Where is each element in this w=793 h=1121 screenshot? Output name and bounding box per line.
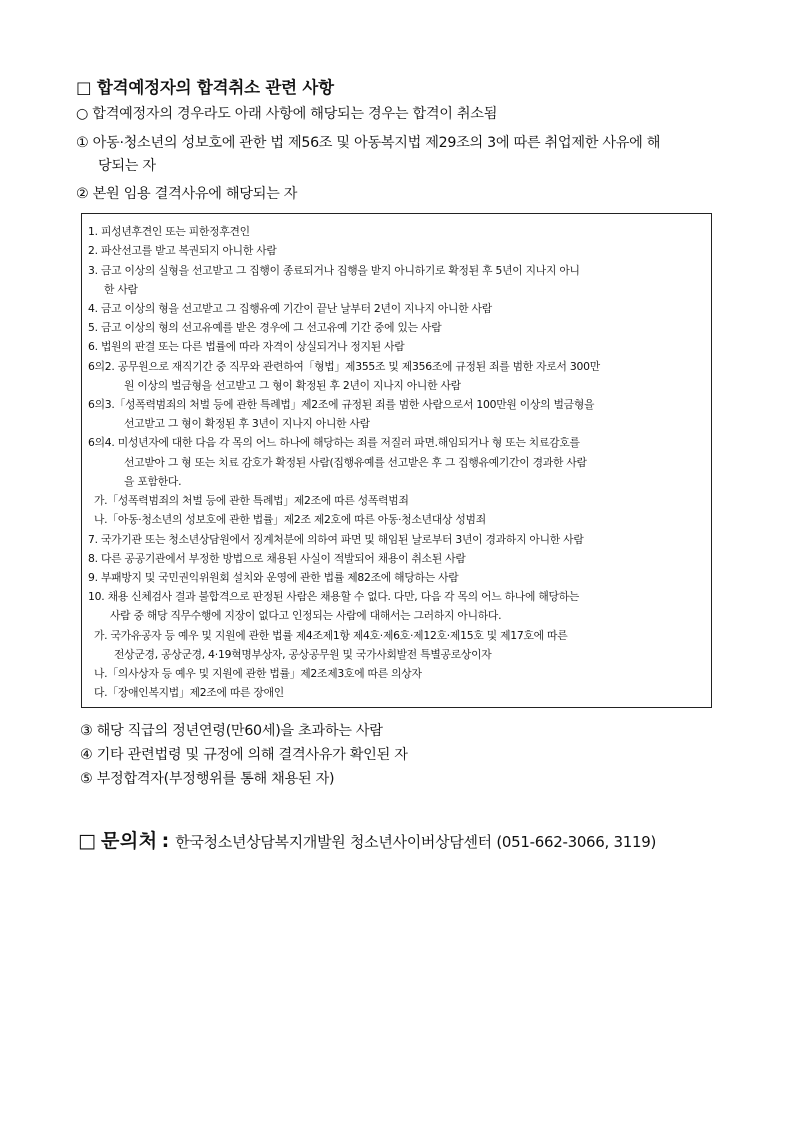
box-line: 2. 파산선고를 받고 복권되지 아니한 사람 bbox=[88, 244, 277, 257]
box-line: 선고받고 그 형이 확정된 후 3년이 지나지 아니한 사람 bbox=[124, 417, 370, 430]
box-line: 선고받아 그 형 또는 치료 감호가 확정된 사람(집행유예를 선고받은 후 그 집행유예기간이 경과한 사람 bbox=[124, 456, 587, 469]
item-1-line-1: ① 아동·청소년의 성보호에 관한 법 제56조 및 아동복지법 제29조의 3에 따른 취업제한 사유에 해 bbox=[76, 135, 661, 151]
section-heading: □ 합격예정자의 합격취소 관련 사항 bbox=[76, 78, 334, 97]
item-5-text: ⑤ 부정합격자(부정행위를 통해 채용된 자) bbox=[80, 771, 335, 787]
box-line: 1. 피성년후견인 또는 피한정후견인 bbox=[88, 225, 250, 238]
item-3-text: ③ 해당 직급의 정년연령(만60세)을 초과하는 사람 bbox=[80, 723, 383, 739]
disqualification-box bbox=[81, 213, 712, 708]
box-line: 전상군경, 공상군경, 4·19혁명부상자, 공상공무원 및 국가사회발전 특별공로상이자 bbox=[114, 648, 492, 661]
box-line: 6의2. 공무원으로 재직기간 중 직무와 관련하여「형법」제355조 및 제356조에 규정된 죄를 범한 자로서 300만 bbox=[88, 360, 600, 373]
box-line: 사람 중 해당 직무수행에 지장이 없다고 인정되는 사람에 대해서는 그러하지 아니하다. bbox=[110, 609, 502, 622]
box-line: 3. 금고 이상의 실형을 선고받고 그 집행이 종료되거나 집행을 받지 아니하기로 확정된 후 5년이 지나지 아니 bbox=[88, 264, 580, 277]
box-line: 10. 채용 신체검사 결과 불합격으로 판정된 사람은 채용할 수 없다. 다만, 다음 각 목의 어느 하나에 해당하는 bbox=[88, 590, 580, 603]
item-1-line-2: 당되는 자 bbox=[98, 158, 156, 174]
box-line: 6의3.「성폭력범죄의 처벌 등에 관한 특례법」제2조에 규정된 죄를 범한 사람으로서 100만원 이상의 벌금형을 bbox=[88, 398, 595, 411]
box-line: 가. 국가유공자 등 예우 및 지원에 관한 법률 제4조제1항 제4호·제6호·제12호·제15호 및 제17호에 따른 bbox=[94, 629, 568, 642]
box-line: 나.「아동·청소년의 성보호에 관한 법률」제2조 제2호에 따른 아동·청소년대상 성범죄 bbox=[94, 513, 486, 526]
contact-label: 문의처 bbox=[101, 830, 158, 852]
box-line: 5. 금고 이상의 형의 선고유예를 받은 경우에 그 선고유예 기간 중에 있는 사람 bbox=[88, 321, 442, 334]
item-4-text: ④ 기타 관련법령 및 규정에 의해 결격사유가 확인된 자 bbox=[80, 747, 408, 763]
box-line: 9. 부패방지 및 국민권익위원회 설치와 운영에 관한 법률 제82조에 해당하는 사람 bbox=[88, 571, 459, 584]
box-line: 한 사람 bbox=[104, 283, 138, 296]
box-line: 을 포함한다. bbox=[124, 475, 182, 488]
checkbox-square-icon: □ bbox=[78, 830, 96, 852]
box-line: 가.「성폭력범죄의 처벌 등에 관한 특례법」제2조에 따른 성폭력범죄 bbox=[94, 494, 409, 507]
contact-value: 한국청소년상담복지개발원 청소년사이버상담센터 (051-662-3066, 3119) bbox=[175, 833, 657, 851]
intro-text: ○ 합격예정자의 경우라도 아래 사항에 해당되는 경우는 합격이 취소됨 bbox=[76, 106, 498, 122]
item-2-text: ② 본원 임용 결격사유에 해당되는 자 bbox=[76, 186, 298, 202]
box-line: 나.「의사상자 등 예우 및 지원에 관한 법률」제2조제3호에 따른 의상자 bbox=[94, 667, 422, 680]
box-line: 6의4. 미성년자에 대한 다음 각 목의 어느 하나에 해당하는 죄를 저질러 파면.해임되거나 형 또는 치료감호를 bbox=[88, 436, 580, 449]
contact-colon: : bbox=[161, 830, 170, 852]
box-line: 6. 법원의 판결 또는 다른 법률에 따라 자격이 상실되거나 정지된 사람 bbox=[88, 340, 405, 353]
contact-info bbox=[78, 826, 656, 853]
box-line: 원 이상의 벌금형을 선고받고 그 형이 확정된 후 2년이 지나지 아니한 사람 bbox=[124, 379, 461, 392]
box-line: 4. 금고 이상의 형을 선고받고 그 집행유예 기간이 끝난 날부터 2년이 지나지 아니한 사람 bbox=[88, 302, 492, 315]
box-line: 8. 다른 공공기관에서 부정한 방법으로 채용된 사실이 적발되어 채용이 취소된 사람 bbox=[88, 552, 466, 565]
box-line: 7. 국가기관 또는 청소년상담원에서 징계처분에 의하여 파면 및 해임된 날로부터 3년이 경과하지 아니한 사람 bbox=[88, 533, 584, 546]
box-line: 다.「장애인복지법」제2조에 따른 장애인 bbox=[94, 686, 284, 699]
